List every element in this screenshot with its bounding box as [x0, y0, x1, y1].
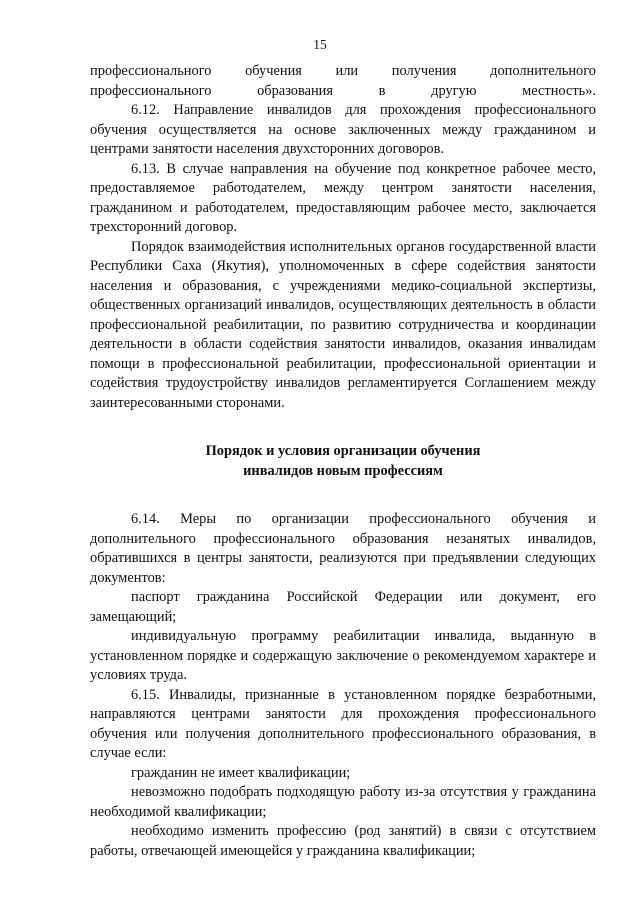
- list-item-rehabilitation-program: индивидуальную программу реабилитации инвалида, выданную в установленном порядке и содержащую заключение о рекомендуемом характере и условиях труда.: [90, 628, 596, 683]
- page-number: 15: [313, 37, 327, 52]
- section-heading-line-2: инвалидов новым профессиям: [243, 462, 443, 479]
- paragraph-6-13: 6.13. В случае направления на обучение под конкретное рабочее место, предоставляемое работодателем, между центром занятости населения, гражданином и работодателем, предоставляющим рабочее место, заключается трехсторонний договор.: [90, 160, 596, 235]
- paragraph-6-14: 6.14. Меры по организации профессионального обучения и дополнительного профессионального образования незанятых инвалидов, обратившихся в центры занятости, реализуются при предъявлении следующих документов:: [90, 511, 596, 586]
- document-body: [90, 62, 596, 861]
- list-item-no-suitable-work: невозможно подобрать подходящую работу из-за отсутствия у гражданина необходимой квалификации;: [90, 784, 596, 820]
- list-item-no-qualification: гражданин не имеет квалификации;: [131, 764, 351, 781]
- paragraph-6-15: 6.15. Инвалиды, признанные в установленном порядке безработными, направляются центрами занятости для прохождения профессионального обучения или получения дополнительного профессионального образования, в случае если:: [90, 686, 596, 761]
- section-heading-line-1: Порядок и условия организации обучения: [205, 443, 481, 459]
- paragraph-interaction-order: Порядок взаимодействия исполнительных органов государственной власти Республики Саха (Якутия), уполномоченных в сфере содействия занятости населения и образования, с учреждениями медико-социальной экспертизы, общественных организаций инвалидов, осуществляющих деятельность в области профессиональной реабилитации, по развитию сотрудничества и координации деятельности в области содействия занятости инвалидов, оказания инвалидам помощи в профессиональной реабилитации, профессиональной ориентации и содействия трудоустройству инвалидов регламентируется Соглашением между заинтересованными сторонами.: [90, 238, 596, 411]
- paragraph-6-12: 6.12. Направление инвалидов для прохождения профессионального обучения осуществляется на основе заключенных между гражданином и центрами занятости населения двухсторонних договоров.: [90, 102, 596, 157]
- list-item-change-profession: необходимо изменить профессию (род занятий) в связи с отсутствием работы, отвечающей имеющейся у гражданина квалификации;: [90, 823, 596, 859]
- list-item-passport: паспорт гражданина Российской Федерации или документ, его замещающий;: [90, 589, 596, 625]
- section-heading: [90, 442, 596, 481]
- paragraph-continuation: профессионального обучения или получения дополнительного профессионального образования в другую местность».: [90, 63, 596, 99]
